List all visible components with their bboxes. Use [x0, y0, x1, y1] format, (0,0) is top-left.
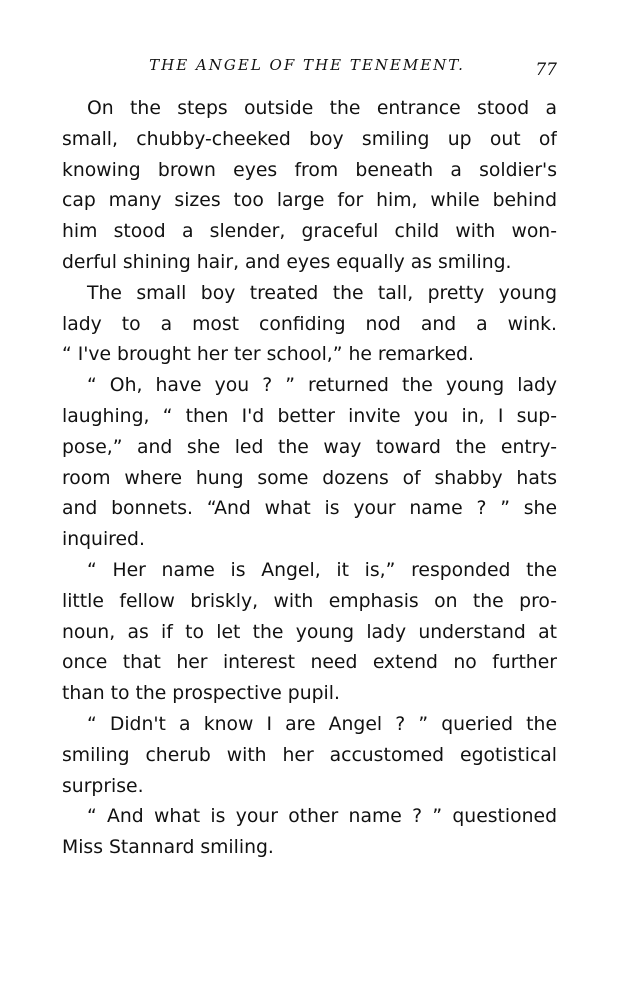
text-line: cap many sizes too large for him, while behind	[62, 190, 557, 212]
text-line: “ Oh, have you ? ” returned the young lady	[87, 375, 557, 397]
text-line: knowing brown eyes from beneath a soldier's	[62, 159, 557, 181]
text-line: “ Her name is Angel, it is,” responded the	[87, 559, 557, 581]
text-line: him stood a slender, graceful child with won-	[62, 221, 557, 243]
running-head-title: THE ANGEL OF THE TENEMENT.	[149, 56, 465, 74]
text-line: than to the prospective pupil.	[62, 683, 340, 705]
text-line: “ Didn't a know I are Angel ? ” queried the	[87, 713, 557, 735]
text-line: “ I've brought her ter school,” he remarked.	[62, 344, 474, 366]
text-line: lady to a most confiding nod and a wink.	[62, 313, 557, 335]
text-line: noun, as if to let the young lady understand at	[62, 621, 557, 643]
text-line: and bonnets. “And what is your name ? ” she	[62, 498, 557, 520]
text-line: little fellow briskly, with emphasis on the pro-	[62, 590, 557, 612]
text-line: once that her interest need extend no further	[62, 652, 557, 674]
text-line: pose,” and she led the way toward the entry-	[62, 436, 557, 458]
text-line: room where hung some dozens of shabby hats	[62, 467, 557, 489]
text-line: surprise.	[62, 775, 144, 797]
text-line: inquired.	[62, 529, 145, 551]
text-line: The small boy treated the tall, pretty young	[87, 282, 557, 304]
text-line: derful shining hair, and eyes equally as smiling.	[62, 251, 512, 273]
text-line: On the steps outside the entrance stood a	[87, 98, 557, 119]
body-text	[62, 94, 557, 864]
running-head	[0, 50, 618, 82]
page-number: 77	[535, 60, 557, 80]
text-line: “ And what is your other name ? ” questioned	[87, 806, 557, 828]
text-line: smiling cherub with her accustomed egotistical	[62, 744, 557, 766]
text-line: Miss Stannard smiling.	[62, 837, 274, 859]
text-line: small, chubby-cheeked boy smiling up out of	[62, 128, 557, 150]
text-line: laughing, “ then I'd better invite you in, I sup-	[62, 405, 557, 427]
